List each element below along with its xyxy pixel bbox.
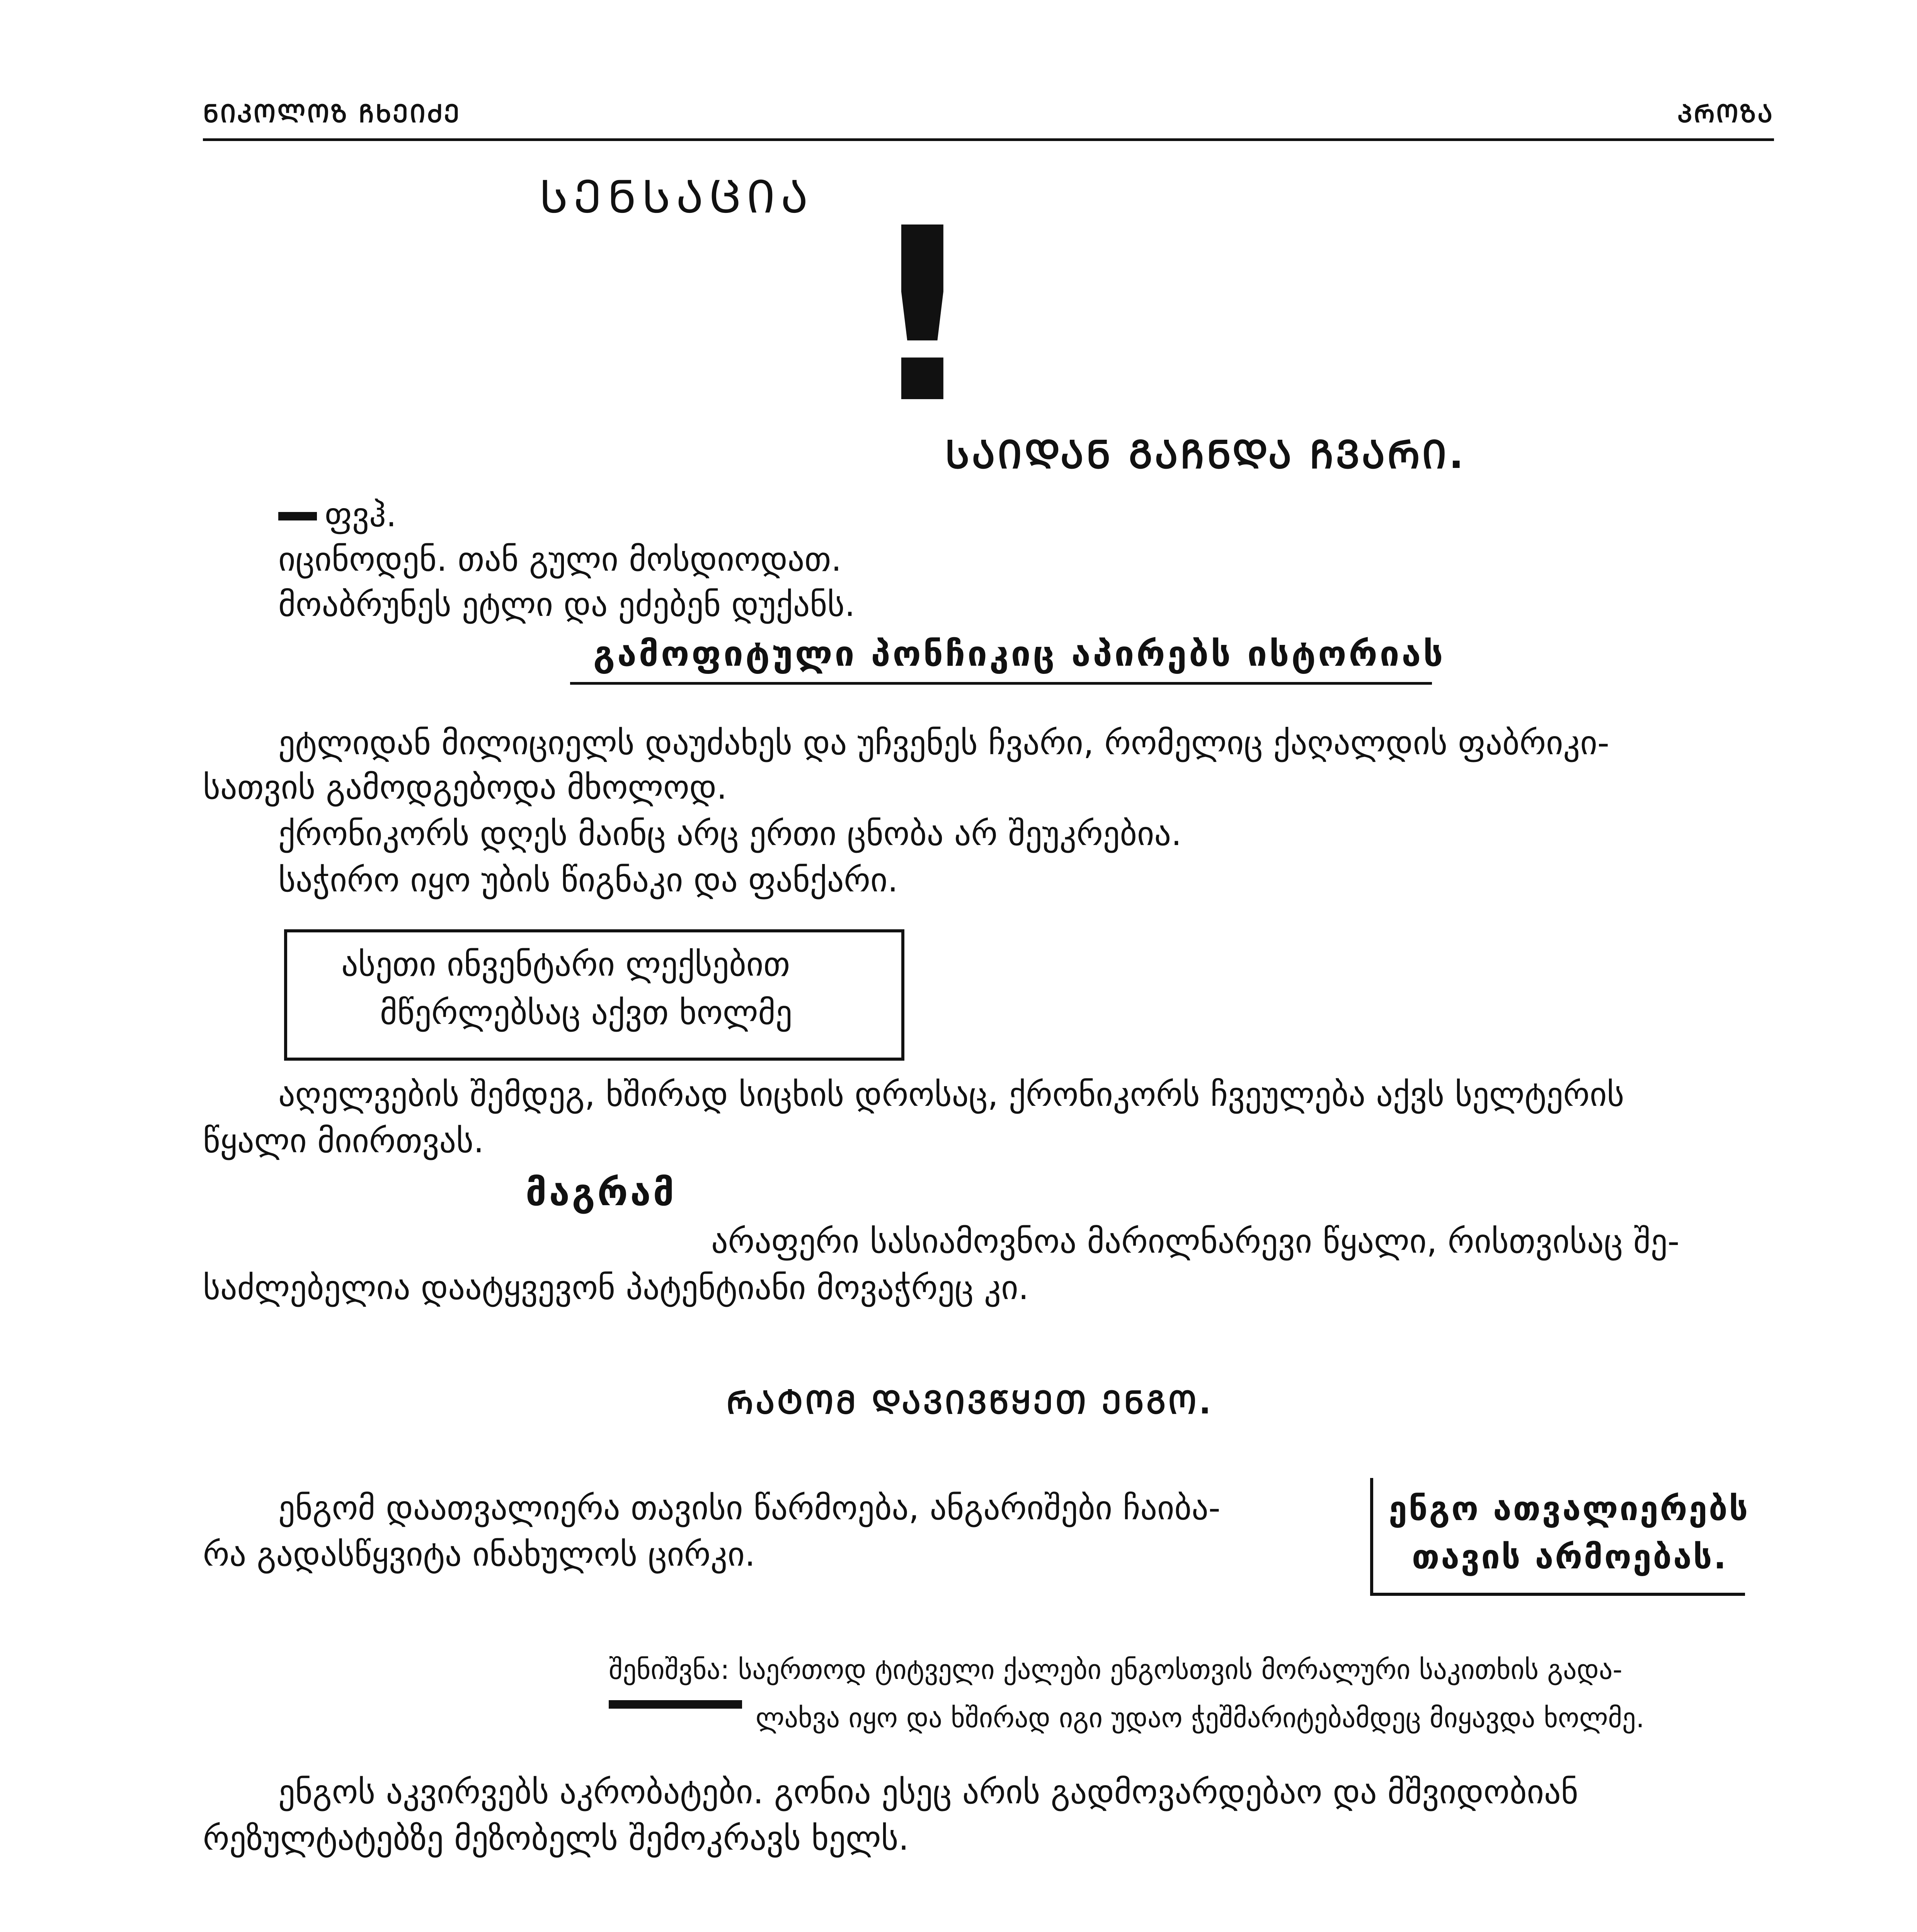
margin-note-box bbox=[1370, 1478, 1750, 1596]
header-rule bbox=[203, 138, 1774, 141]
text-line: რა გადასწყვიტა ინახულოს ცირკი. bbox=[203, 1535, 756, 1574]
footnote-line: შენიშვნა: საერთოდ ტიტველი ქალები ენგოსთვის მორალური საკითხის გადა- bbox=[609, 1654, 1622, 1685]
text-line: მოაბრუნეს ეტლი და ეძებენ დუქანს. bbox=[278, 585, 855, 624]
text-line: ენგოს აკვირვებს აკრობატები. გონია ესეც არის გადმოვარდებაო და მშვიდობიან bbox=[278, 1773, 1578, 1811]
text-line: საჭირო იყო უბის წიგნაკი და ფანქარი. bbox=[278, 861, 898, 900]
text-line: იცინოდენ. თან გული მოსდიოდათ. bbox=[278, 540, 842, 579]
subheading-underline bbox=[570, 682, 1432, 685]
footnote-mark bbox=[609, 1700, 742, 1709]
text-line: ფვჰ. bbox=[325, 496, 397, 534]
text-line: საძლებელია დაატყვევონ პატენტიანი მოვაჭრეც კი. bbox=[203, 1269, 1029, 1307]
boxed-line: ასეთი ინვენტარი ლექსებით bbox=[341, 945, 790, 984]
text-line: რეზულტატებზე მეზობელს შემოკრავს ხელს. bbox=[203, 1819, 909, 1858]
section-heading: ᲠᲐᲢᲝᲛ ᲓᲐᲕᲘᲕᲬᲧᲔᲗ ᲔᲜᲒᲝ. bbox=[727, 1384, 1214, 1421]
text-line: სათვის გამოდგებოდა მხოლოდ. bbox=[203, 768, 727, 807]
text-line: ქრონიკორს დღეს მაინც არც ერთი ცნობა არ შეუკრებია. bbox=[278, 815, 1182, 853]
text-line: წყალი მიირთვას. bbox=[203, 1122, 484, 1160]
text-line: არაფერი სასიამოვნოა მარილნარევი წყალი, რისთვისაც შე- bbox=[711, 1222, 1680, 1261]
boxed-inset bbox=[284, 929, 904, 1061]
dash-bullet bbox=[278, 512, 317, 520]
margin-note-line: თავის არმოებას. bbox=[1412, 1538, 1728, 1577]
bold-subheading: გამოფიტული პონჩიკიც აპირებს ისტორიას bbox=[593, 634, 1445, 674]
text-line: ენგომ დაათვალიერა თავისი წარმოება, ანგარიშები ჩაიბა- bbox=[278, 1489, 1221, 1527]
bold-word: მაგრამ bbox=[526, 1171, 677, 1214]
text-line: აღელვების შემდეგ, ხშირად სიცხის დროსაც, ქრონიკორს ჩვეულება აქვს სელტერის bbox=[278, 1075, 1624, 1114]
running-header-author: ᲜᲘᲙᲝᲚᲝᲖ ᲩᲮᲔᲘᲫᲔ bbox=[203, 99, 461, 128]
title-word: ᲡᲔᲜᲡᲐᲪᲘᲐ bbox=[539, 170, 814, 223]
margin-note-line: ენგო ათვალიერებს bbox=[1389, 1490, 1750, 1528]
exclamation-mark: ! bbox=[868, 177, 977, 456]
boxed-line: მწერლებსაც აქვთ ხოლმე bbox=[380, 993, 793, 1032]
text-line: ეტლიდან მილიციელს დაუძახეს და უჩვენეს ჩვარი, რომელიც ქაღალდის ფაბრიკი- bbox=[278, 724, 1609, 762]
main-subheading: ᲡᲐᲘᲓᲐᲜ ᲒᲐᲩᲜᲓᲐ ᲩᲕᲐᲠᲘ. bbox=[945, 432, 1466, 477]
running-header-section: ᲞᲠᲝᲖᲐ bbox=[1677, 99, 1774, 128]
footnote-line: ლახვა იყო და ხშირად იგი უდაო ჭეშმარიტებამდეც მიყავდა ხოლმე. bbox=[756, 1702, 1645, 1734]
